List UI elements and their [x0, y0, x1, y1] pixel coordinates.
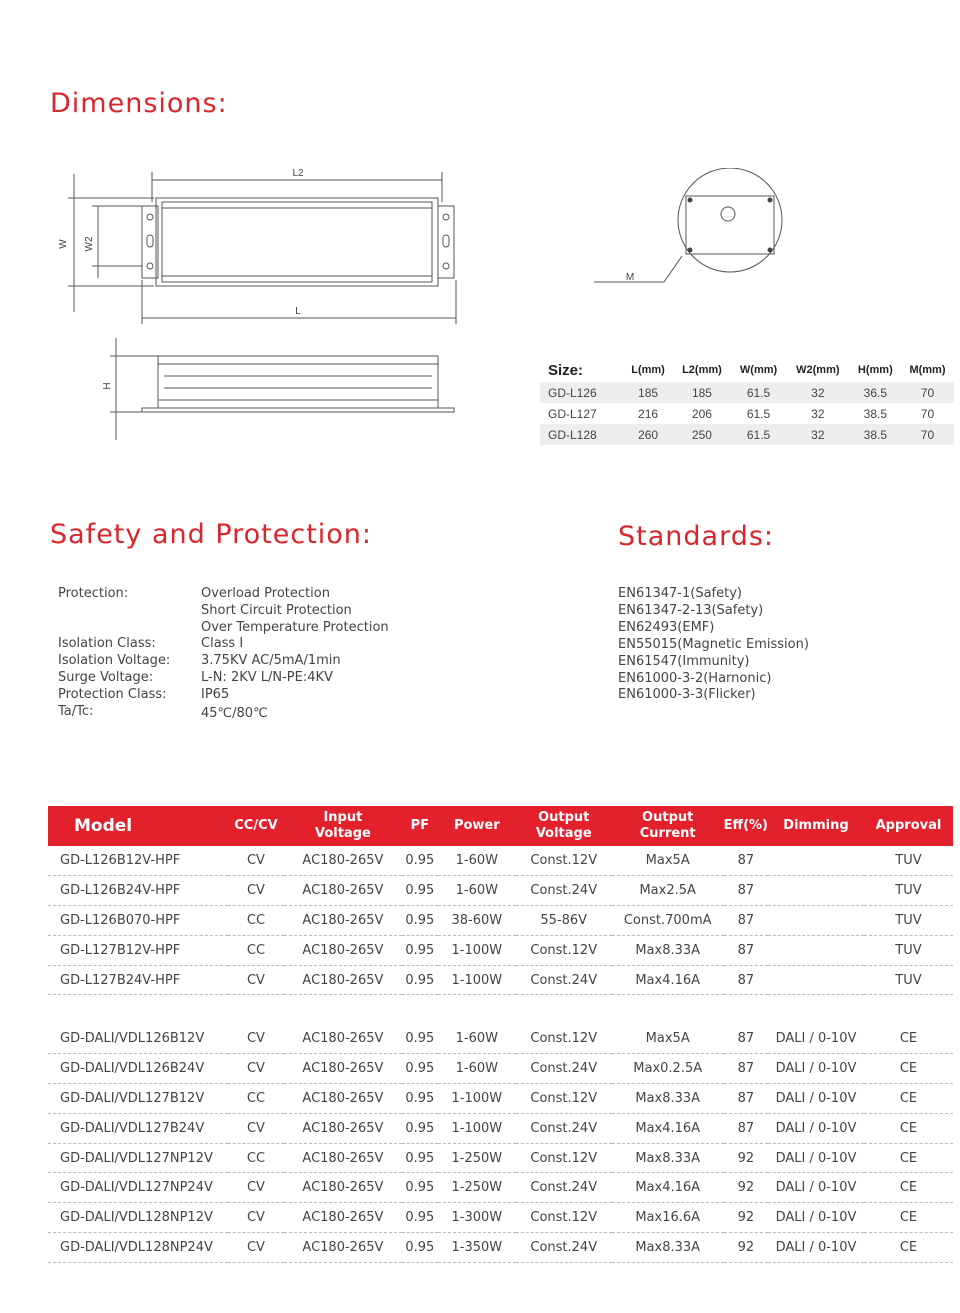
spec-cell: 92: [724, 1173, 768, 1203]
size-cell: 32: [811, 406, 825, 421]
power-header: Power: [438, 806, 516, 846]
table-row: [48, 1084, 953, 1114]
spacer-cell: [48, 995, 953, 1024]
spec-cell: Max8.33A: [612, 1143, 724, 1173]
spec-cell: CE: [864, 1233, 953, 1263]
w2-header: W2(mm): [796, 364, 840, 376]
spec-cell: 1-250W: [438, 1143, 516, 1173]
spec-value: Over Temperature Protection: [201, 619, 389, 635]
spec-cell: 1-60W: [438, 876, 516, 906]
spec-cell: DALI / 0-10V: [768, 1143, 864, 1173]
spec-cell: AC180-265V: [284, 846, 402, 876]
spec-cell: 0.95: [402, 1084, 438, 1114]
spec-cell: 87: [724, 1084, 768, 1114]
size-cell: 206: [691, 406, 712, 421]
spec-cell: CE: [864, 1113, 953, 1143]
spec-cell: 1-100W: [438, 965, 516, 995]
spec-cell: DALI / 0-10V: [768, 1203, 864, 1233]
label-w: W: [58, 239, 69, 249]
model-cell: GD-DALI/VDL127NP12V: [48, 1143, 228, 1173]
size-cell: 38.5: [850, 424, 901, 445]
cccv-header: CC/CV: [228, 806, 284, 846]
spec-cell: TUV: [864, 906, 953, 936]
spec-cell: Max2.5A: [612, 876, 724, 906]
model-table: [48, 806, 953, 1263]
table-row: [48, 1054, 953, 1084]
spec-cell: 0.95: [402, 1113, 438, 1143]
header-line: Voltage: [314, 826, 371, 841]
safety-specs: [58, 586, 478, 722]
list-item: EN61547(Immunity): [618, 653, 750, 669]
model-cell: GD-DALI/VDL127B12V: [48, 1084, 228, 1114]
spec-cell: CV: [228, 1233, 284, 1263]
spec-cell: 1-60W: [438, 1024, 516, 1054]
spec-cell: 1-60W: [438, 1054, 516, 1084]
spec-cell: Const.24V: [516, 876, 612, 906]
spec-value: IP65: [201, 686, 230, 702]
size-table-header: [540, 358, 954, 382]
spec-cell: Const.24V: [516, 1233, 612, 1263]
spec-cell: TUV: [864, 846, 953, 876]
size-cell: 61.5: [731, 382, 786, 403]
spec-cell: 87: [724, 876, 768, 906]
size-table: [540, 358, 954, 445]
spec-cell: 0.95: [402, 1054, 438, 1084]
l-header: L(mm): [631, 364, 665, 376]
spec-cell: Const.24V: [516, 1054, 612, 1084]
spec-cell: CE: [864, 1084, 953, 1114]
spec-cell: AC180-265V: [284, 965, 402, 995]
l2-header: L2(mm): [682, 364, 722, 376]
spec-cell: DALI / 0-10V: [768, 1113, 864, 1143]
size-cell: GD-L128: [540, 424, 623, 445]
header-line: Output: [642, 810, 694, 825]
size-cell: 70: [901, 382, 954, 403]
model-cell: GD-DALI/VDL127NP24V: [48, 1173, 228, 1203]
spec-cell: Max4.16A: [612, 1113, 724, 1143]
table-row: [48, 935, 953, 965]
spec-cell: Max4.16A: [612, 1173, 724, 1203]
table-row: [48, 965, 953, 995]
spec-cell: 0.95: [402, 965, 438, 995]
table-row: [48, 1143, 953, 1173]
spec-cell: CE: [864, 1203, 953, 1233]
spec-key: Surge Voltage:: [58, 669, 154, 685]
model-cell: GD-L126B12V-HPF: [48, 846, 228, 876]
spec-cell: 0.95: [402, 1233, 438, 1263]
spec-cell: AC180-265V: [284, 906, 402, 936]
spec-key: Ta/Tc:: [58, 703, 94, 719]
spec-cell: 0.95: [402, 935, 438, 965]
size-cell: 216: [638, 406, 659, 421]
spec-cell: Max8.33A: [612, 1084, 724, 1114]
spec-row: [58, 704, 478, 723]
w-header: W(mm): [739, 364, 778, 376]
size-cell: 70: [920, 406, 935, 421]
header-line: Input: [323, 810, 363, 825]
spec-cell: TUV: [864, 935, 953, 965]
size-header: Size:: [548, 361, 584, 379]
m-header: M(mm): [909, 364, 946, 376]
spec-value: Short Circuit Protection: [201, 602, 352, 618]
spec-cell: Max0.2.5A: [612, 1054, 724, 1084]
spec-cell: [768, 846, 864, 876]
spec-cell: Const.12V: [516, 935, 612, 965]
spec-cell: Max16.6A: [612, 1203, 724, 1233]
spec-cell: CV: [228, 1173, 284, 1203]
spec-row: [58, 636, 478, 653]
approval-header: Approval: [864, 806, 953, 846]
spec-cell: AC180-265V: [284, 1143, 402, 1173]
spec-cell: Max5A: [612, 846, 724, 876]
spec-cell: AC180-265V: [284, 935, 402, 965]
spec-cell: Const.24V: [516, 1113, 612, 1143]
spec-cell: AC180-265V: [284, 1173, 402, 1203]
header-line: Output: [538, 810, 590, 825]
spec-cell: Const.12V: [516, 1084, 612, 1114]
table-row: [48, 1203, 953, 1233]
spec-cell: Max8.33A: [612, 935, 724, 965]
spec-cell: Max5A: [612, 1024, 724, 1054]
size-cell: 185: [673, 382, 731, 403]
size-cell: 36.5: [850, 382, 901, 403]
size-cell: GD-L127: [548, 406, 597, 421]
spec-cell: 0.95: [402, 1203, 438, 1233]
spec-cell: CV: [228, 876, 284, 906]
model-cell: GD-DALI/VDL128NP24V: [48, 1233, 228, 1263]
standards-heading: Standards:: [618, 521, 774, 552]
spec-cell: 92: [724, 1143, 768, 1173]
spec-cell: Const.12V: [516, 1024, 612, 1054]
spec-cell: CC: [228, 906, 284, 936]
model-cell: GD-L127B24V-HPF: [48, 965, 228, 995]
spec-cell: 92: [724, 1203, 768, 1233]
spec-cell: 0.95: [402, 876, 438, 906]
spec-cell: 0.95: [402, 1173, 438, 1203]
label-h: H: [102, 382, 113, 390]
spec-cell: AC180-265V: [284, 1054, 402, 1084]
h-header: H(mm): [857, 364, 893, 376]
spec-cell: AC180-265V: [284, 1113, 402, 1143]
list-item: EN61000-3-3(Flicker): [618, 687, 756, 703]
spec-cell: 87: [724, 1024, 768, 1054]
table-row: [48, 1233, 953, 1263]
table-row: [48, 1113, 953, 1143]
spec-cell: CE: [864, 1143, 953, 1173]
spec-cell: DALI / 0-10V: [768, 1024, 864, 1054]
model-cell: GD-L126B24V-HPF: [48, 876, 228, 906]
model-header: Model: [48, 806, 228, 846]
spec-cell: CC: [228, 1084, 284, 1114]
model-cell: GD-DALI/VDL126B24V: [48, 1054, 228, 1084]
spec-cell: 38-60W: [438, 906, 516, 936]
size-cell: 185: [623, 382, 672, 403]
table-row: [48, 876, 953, 906]
spec-cell: CV: [228, 846, 284, 876]
spec-key: Isolation Voltage:: [58, 653, 171, 669]
model-cell: GD-DALI/VDL126B12V: [48, 1024, 228, 1054]
spec-cell: CE: [864, 1173, 953, 1203]
spec-cell: 87: [724, 1113, 768, 1143]
list-item: EN61000-3-2(Harnonic): [618, 670, 772, 686]
spec-cell: 1-250W: [438, 1173, 516, 1203]
spec-cell: 87: [724, 935, 768, 965]
top-view-drawing: [58, 162, 468, 327]
size-cell: 32: [786, 424, 850, 445]
group-spacer: [48, 995, 953, 1024]
spec-cell: AC180-265V: [284, 876, 402, 906]
spec-row-protection: [58, 586, 478, 636]
model-cell: GD-L127B12V-HPF: [48, 935, 228, 965]
spec-key: Isolation Class:: [58, 636, 156, 652]
spec-cell: 1-350W: [438, 1233, 516, 1263]
spec-cell: [768, 935, 864, 965]
size-cell: 32: [786, 382, 850, 403]
output-current-header: [612, 806, 724, 846]
input-voltage-header: [284, 806, 402, 846]
spec-row: [58, 653, 478, 670]
pf-header: PF: [402, 806, 438, 846]
size-cell: 61.5: [731, 424, 786, 445]
spec-row: [58, 670, 478, 687]
table-row: [48, 1024, 953, 1054]
spec-cell: 1-300W: [438, 1203, 516, 1233]
label-m: M: [625, 272, 635, 283]
spec-value: Class I: [201, 636, 244, 652]
header-line: Current: [639, 826, 696, 841]
label-l: L: [295, 306, 301, 317]
side-view-drawing: [100, 336, 470, 446]
model-table-header: [48, 806, 953, 846]
spec-row: [58, 687, 478, 704]
spec-cell: 87: [724, 1054, 768, 1084]
spec-cell: 87: [724, 846, 768, 876]
spec-cell: 0.95: [402, 1143, 438, 1173]
size-cell: GD-L126: [540, 382, 623, 403]
spec-key: Protection:: [58, 586, 129, 601]
table-row: [48, 846, 953, 876]
spec-cell: TUV: [864, 876, 953, 906]
spec-cell: Max8.33A: [612, 1233, 724, 1263]
list-item: EN61347-1(Safety): [618, 586, 742, 601]
spec-cell: CC: [228, 1143, 284, 1173]
spec-cell: 55-86V: [516, 906, 612, 936]
spec-cell: 1-100W: [438, 1084, 516, 1114]
spec-cell: [768, 876, 864, 906]
dimensions-heading: Dimensions:: [50, 88, 228, 119]
spec-cell: DALI / 0-10V: [768, 1054, 864, 1084]
spec-cell: Max4.16A: [612, 965, 724, 995]
spec-cell: TUV: [864, 965, 953, 995]
spec-value: 45℃/80℃: [201, 705, 268, 721]
size-cell: 260: [623, 424, 672, 445]
table-row: [48, 906, 953, 936]
size-cell: 38.5: [863, 406, 888, 421]
spec-key: Protection Class:: [58, 686, 167, 702]
list-item: EN62493(EMF): [618, 619, 715, 635]
spec-cell: 92: [724, 1233, 768, 1263]
table-row: [540, 382, 954, 403]
spec-cell: DALI / 0-10V: [768, 1233, 864, 1263]
label-l2: L2: [292, 168, 304, 179]
spec-cell: 87: [724, 906, 768, 936]
spec-cell: AC180-265V: [284, 1084, 402, 1114]
model-cell: GD-L126B070-HPF: [48, 906, 228, 936]
safety-heading: Safety and Protection:: [50, 519, 373, 550]
spec-cell: Const.24V: [516, 1173, 612, 1203]
eff-header: Eff(%): [724, 806, 768, 846]
dimming-header: Dimming: [768, 806, 864, 846]
standards-list: [618, 586, 809, 704]
spec-cell: AC180-265V: [284, 1203, 402, 1233]
spec-cell: 87: [724, 965, 768, 995]
spec-cell: AC180-265V: [284, 1024, 402, 1054]
spec-cell: Const.12V: [516, 1143, 612, 1173]
spec-cell: 0.95: [402, 1024, 438, 1054]
list-item: EN61347-2-13(Safety): [618, 602, 764, 618]
spec-cell: Const.12V: [516, 1203, 612, 1233]
spec-cell: CV: [228, 965, 284, 995]
label-w2: W2: [84, 236, 95, 252]
spec-cell: CV: [228, 1203, 284, 1233]
spec-cell: 0.95: [402, 906, 438, 936]
spec-cell: CE: [864, 1024, 953, 1054]
spec-value: 3.75KV AC/5mA/1min: [201, 653, 341, 669]
spec-cell: DALI / 0-10V: [768, 1173, 864, 1203]
spec-cell: Const.12V: [516, 846, 612, 876]
model-cell: GD-DALI/VDL127B24V: [48, 1113, 228, 1143]
spec-cell: Const.700mA: [612, 906, 724, 936]
spec-cell: [768, 965, 864, 995]
spec-cell: CE: [864, 1054, 953, 1084]
size-cell: 61.5: [746, 406, 771, 421]
table-row: [48, 1173, 953, 1203]
spec-cell: Const.24V: [516, 965, 612, 995]
size-cell: 250: [673, 424, 731, 445]
spec-cell: CV: [228, 1024, 284, 1054]
spec-cell: CC: [228, 935, 284, 965]
size-cell: 70: [901, 424, 954, 445]
list-item: EN55015(Magnetic Emission): [618, 636, 809, 652]
spec-cell: 0.95: [402, 846, 438, 876]
output-voltage-header: [516, 806, 612, 846]
spec-cell: 1-60W: [438, 846, 516, 876]
header-line: Voltage: [535, 826, 592, 841]
spec-cell: 1-100W: [438, 935, 516, 965]
spec-cell: [768, 906, 864, 936]
spec-value: Overload Protection: [201, 586, 330, 601]
table-row: [540, 403, 954, 424]
table-row: [540, 424, 954, 445]
spec-cell: AC180-265V: [284, 1233, 402, 1263]
spec-cell: 1-100W: [438, 1113, 516, 1143]
end-view-drawing: [590, 168, 790, 290]
spec-cell: DALI / 0-10V: [768, 1084, 864, 1114]
model-cell: GD-DALI/VDL128NP12V: [48, 1203, 228, 1233]
spec-value: L-N: 2KV L/N-PE:4KV: [201, 669, 333, 685]
spec-cell: CV: [228, 1113, 284, 1143]
spec-cell: CV: [228, 1054, 284, 1084]
